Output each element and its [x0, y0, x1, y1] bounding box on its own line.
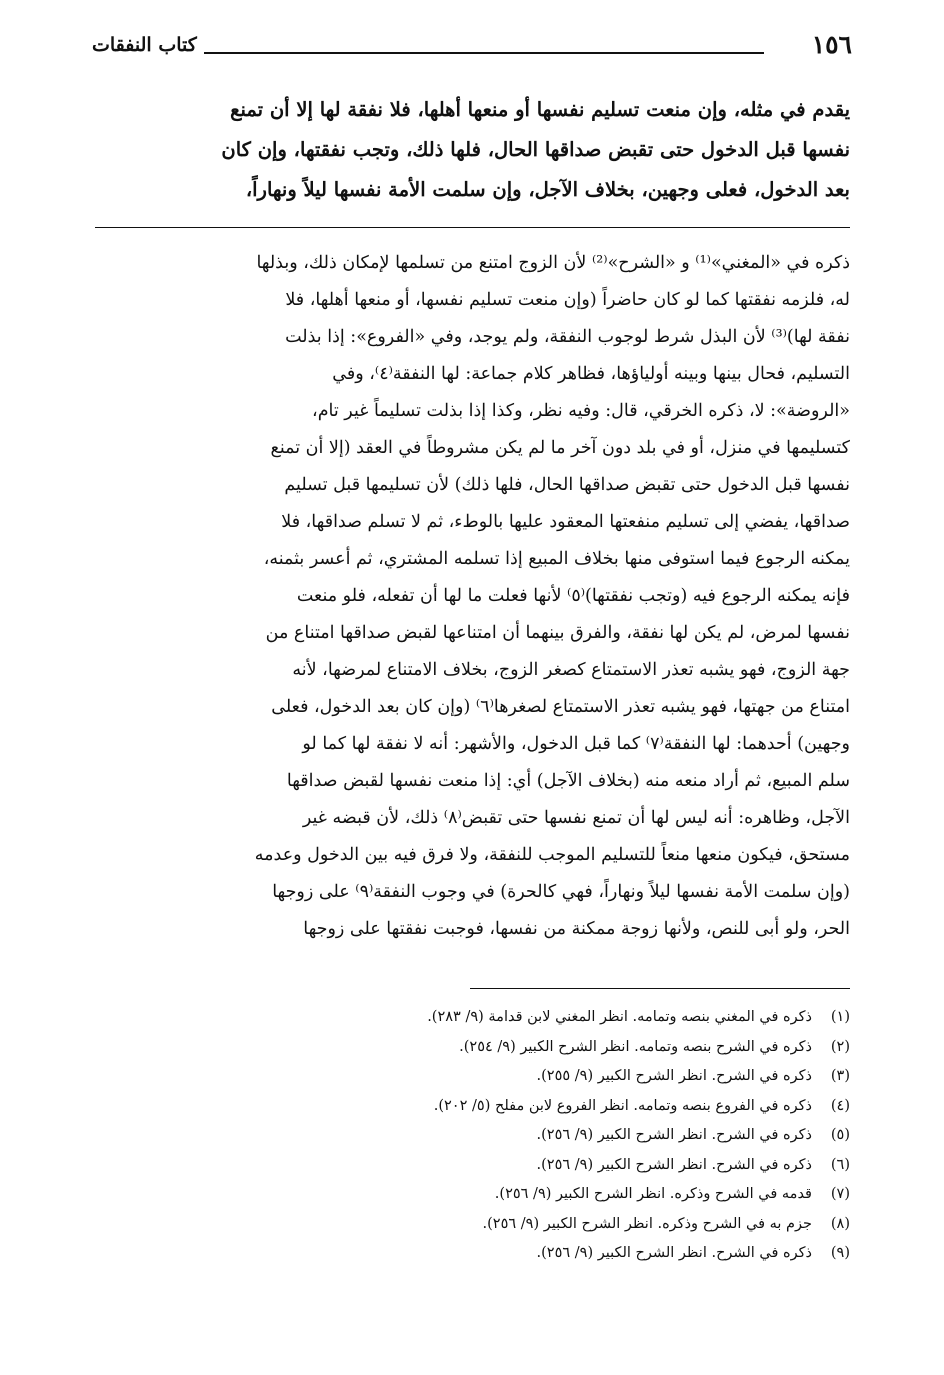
- commentary-line: نفسها لمرض، لم يكن لها نفقة، والفرق بينهما أن امتناعها لقبض صداقها امتناع من: [265, 623, 850, 643]
- main-text-line: يقدم في مثله، وإن منعت تسليم نفسها أو منعها أهلها، فلا نفقة لها إلا أن تمنع: [230, 98, 850, 121]
- commentary-line: ذكره في «المغني»⁽¹⁾ و «الشرح»⁽²⁾ لأن الزوج امتنع من تسلمها لإمكان ذلك، وبذلها: [256, 253, 850, 273]
- footnote-text: جزم به في الشرح وذكره. انظر الشرح الكبير (٩/ ٢٥٦).: [482, 1215, 812, 1232]
- footnote: [300, 1121, 850, 1151]
- footnote-text: ذكره في الشرح. انظر الشرح الكبير (٩/ ٢٥٦).: [536, 1156, 812, 1173]
- footnote-text: ذكره في الشرح بنصه وتمامه. انظر الشرح الكبير (٩/ ٢٥٤).: [459, 1038, 812, 1055]
- commentary-line: يمكنه الرجوع فيما استوفى منها بخلاف المبيع إذا تسلمه المشتري، ثم أعسر بثمنه،: [263, 549, 850, 569]
- footnote-number: (٦): [830, 1156, 850, 1173]
- footnote: [300, 1151, 850, 1181]
- footnote-text: ذكره في الشرح. انظر الشرح الكبير (٩/ ٢٥٦).: [536, 1127, 812, 1143]
- footnote: [300, 1003, 850, 1033]
- footnote: [300, 1062, 850, 1092]
- commentary-line: مستحق، فيكون منعها منعاً للتسليم الموجب للنفقة، ولا فرق فيه بين الدخول وعدمه: [254, 845, 850, 865]
- commentary-line: جهة الزوج، فهو يشبه تعذر الاستمتاع كصغر الزوج، بخلاف الامتناع لمرضها، لأنه: [292, 660, 850, 680]
- commentary-line: له، فلزمه نفقتها كما لو كان حاضراً (وإن منعت تسليم نفسها، أو منعها أهلها، فلا: [285, 290, 850, 310]
- header-rule: [204, 52, 764, 54]
- footnote: [300, 1092, 850, 1122]
- page-header: [92, 30, 852, 64]
- commentary-line: كتسليمها في منزل، أو في بلد دون آخر ما لم يكن مشروطاً في العقد (إلا أن تمنع: [270, 438, 850, 458]
- commentary-line: سلم المبيع، ثم أراد منعه منه (بخلاف الآجل) أي: إذا منعت نفسها لقبض صداقها: [286, 771, 850, 791]
- commentary-line: وجهين) أحدهما: لها النفقة⁽٧⁾ كما قبل الدخول، والأشهر: أنه لا نفقة لها كما لو: [302, 734, 850, 754]
- footnote-number: (٥): [830, 1127, 850, 1143]
- footnote-number: (٩): [830, 1245, 850, 1261]
- book-title: كتاب النفقات: [92, 34, 197, 56]
- footnote-number: (٨): [830, 1215, 850, 1232]
- commentary-line: امتناع من جهتها، فهو يشبه تعذر الاستمتاع لصغرها⁽٦⁾ (وإن كان بعد الدخول، فعلى: [271, 697, 850, 717]
- footnote-number: (٤): [830, 1097, 850, 1114]
- footnote-number: (١): [830, 1009, 850, 1025]
- footnote-number: (٢): [830, 1038, 850, 1055]
- commentary-line: الآجل، وظاهره: أنه ليس لها أن تمنع نفسها حتى تقبض⁽٨⁾ ذلك، لأن قبضه غير: [302, 808, 850, 828]
- commentary-text: [95, 245, 850, 948]
- footnote-number: (٣): [830, 1068, 850, 1084]
- page-number: ١٥٦: [811, 30, 852, 59]
- main-text: [95, 90, 850, 210]
- footnote: [300, 1239, 850, 1269]
- footnote-text: ذكره في المغني بنصه وتمامه. انظر المغني لابن قدامة (٩/ ٢٨٣).: [427, 1009, 812, 1025]
- commentary-line: (وإن سلمت الأمة نفسها ليلاً ونهاراً، فهي كالحرة) في وجوب النفقة⁽٩⁾ على زوجها: [272, 882, 850, 902]
- footnote-text: ذكره في الشرح. انظر الشرح الكبير (٩/ ٢٥٥).: [536, 1068, 812, 1084]
- footnotes: [300, 1003, 850, 1269]
- footnote-text: قدمه في الشرح وذكره. انظر الشرح الكبير (٩/ ٢٥٦).: [494, 1186, 812, 1202]
- footnote: [300, 1180, 850, 1210]
- footnote-separator: [470, 988, 850, 989]
- commentary-line: نفسها قبل الدخول حتى تقبض صداقها الحال، فلها ذلك) لأن تسليمها قبل تسليم: [284, 475, 850, 495]
- footnote: [300, 1033, 850, 1063]
- main-text-line: بعد الدخول، فعلى وجهين، بخلاف الآجل، وإن سلمت الأمة نفسها ليلاً ونهاراً،: [245, 178, 850, 201]
- commentary-line: «الروضة»: لا، ذكره الخرقي، قال: وفيه نظر، وكذا إذا بذلت تسليماً غير تام،: [312, 401, 850, 421]
- footnote-text: ذكره في الشرح. انظر الشرح الكبير (٩/ ٢٥٦).: [536, 1245, 812, 1261]
- commentary-line: نفقة لها)⁽³⁾ لأن البذل شرط لوجوب النفقة، ولم يوجد، وفي «الفروع»: إذا بذلت: [285, 327, 850, 347]
- main-separator: [95, 227, 850, 228]
- footnote-text: ذكره في الفروع بنصه وتمامه. انظر الفروع لابن مفلح (٥/ ٢٠٢).: [433, 1097, 812, 1114]
- footnote-number: (٧): [830, 1186, 850, 1202]
- commentary-line: صداقها، يفضي إلى تسليم منفعتها المعقود عليها بالوطء، ثم لا تسلم صداقها، فلا: [281, 512, 850, 532]
- footnote: [300, 1210, 850, 1240]
- commentary-line: الحر، ولو أبى للنص، ولأنها زوجة ممكنة من نفسها، فوجبت نفقتها على زوجها: [303, 919, 850, 939]
- commentary-line: التسليم، فحال بينها وبينه أولياؤها، فظاهر كلام جماعة: لها النفقة⁽٤⁾، وفي: [332, 364, 850, 384]
- main-text-line: نفسها قبل الدخول حتى تقبض صداقها الحال، فلها ذلك، وتجب نفقتها، وإن كان: [221, 138, 850, 161]
- commentary-line: فإنه يمكنه الرجوع فيه (وتجب نفقتها)⁽٥⁾ لأنها فعلت ما لها أن تفعله، فلو منعت: [296, 586, 850, 606]
